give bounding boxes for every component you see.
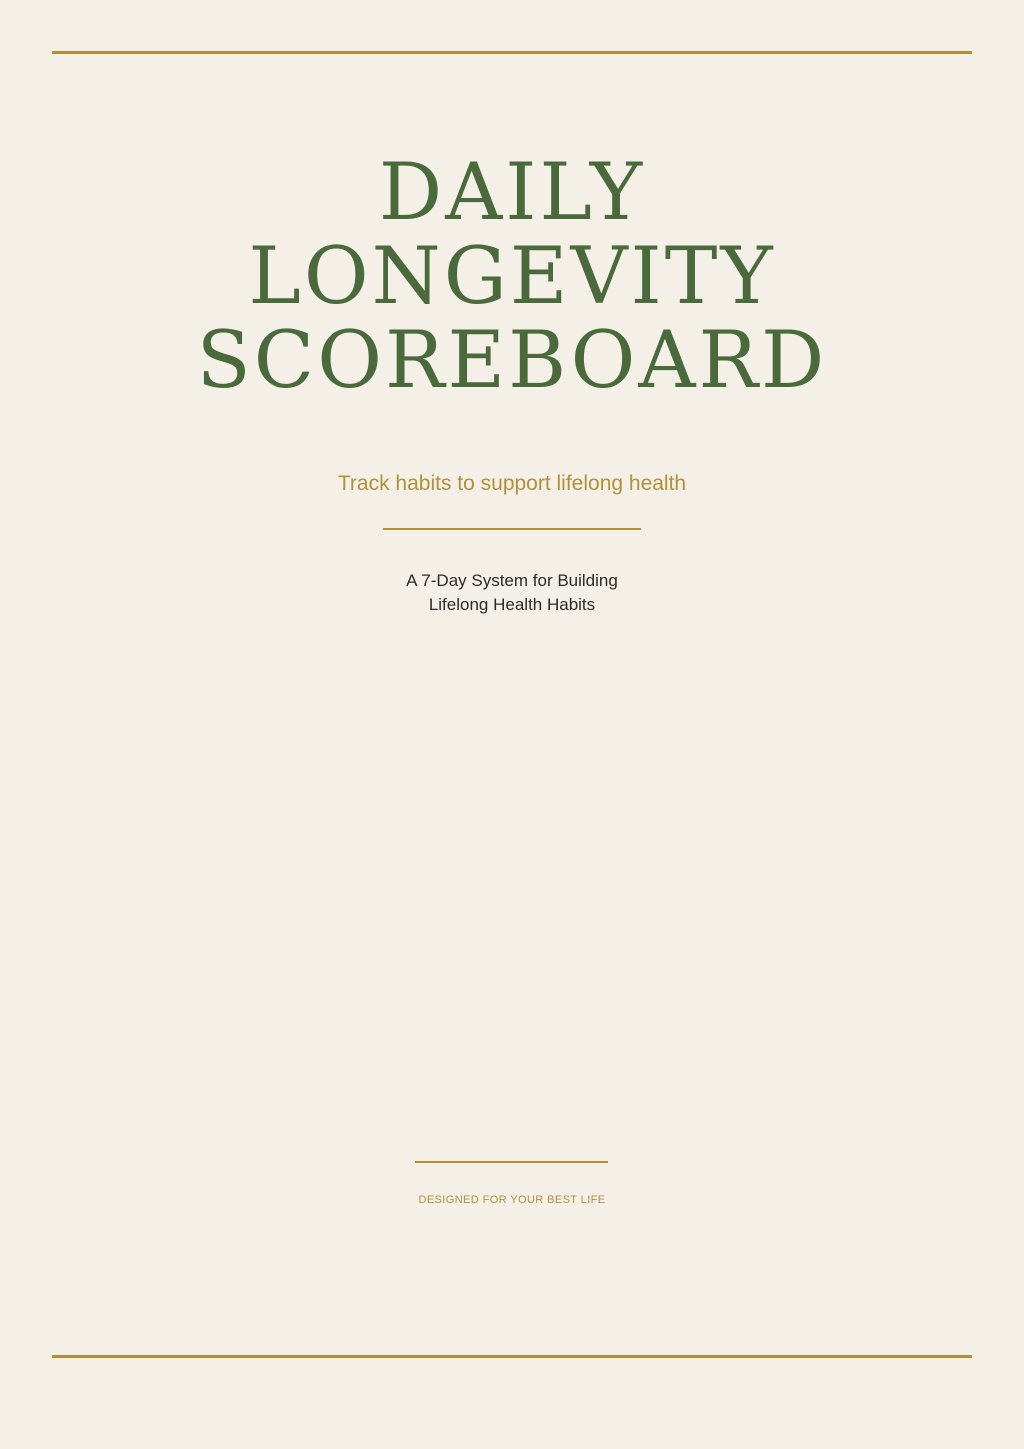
footer-divider xyxy=(415,1161,608,1163)
footer-tagline: DESIGNED FOR YOUR BEST LIFE xyxy=(418,1194,606,1206)
bottom-divider xyxy=(52,1355,972,1358)
description-line-2: Lifelong Health Habits xyxy=(428,595,596,614)
top-divider xyxy=(52,51,972,54)
subtitle-divider xyxy=(383,528,641,530)
title-line-2: LONGEVITY xyxy=(248,230,776,322)
title-line-3: SCOREBOARD xyxy=(196,314,828,406)
description-line-1: A 7-Day System for Building xyxy=(406,571,618,590)
title-line-1: DAILY xyxy=(378,146,646,238)
description xyxy=(0,569,1024,617)
page-title xyxy=(0,146,1024,406)
subtitle: Track habits to support lifelong health xyxy=(337,472,687,495)
